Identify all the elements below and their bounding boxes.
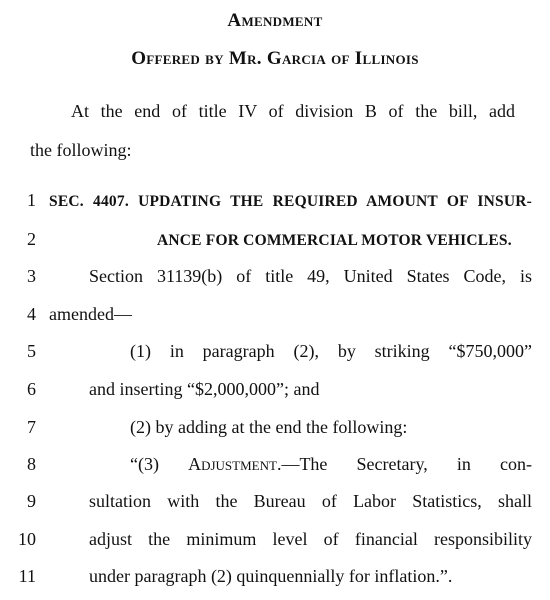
line-number-8: 8 [27,454,36,474]
text-line-8-prefix: “(3) [130,454,189,474]
line-number-1: 1 [27,190,36,210]
adjustment-heading: Adjustment [188,454,277,474]
text-line-8-suffix: .—The Secretary, in con- [276,454,532,474]
text-line-9: sultation with the Bureau of Labor Statistics, shall [89,491,532,511]
text-line-4: amended— [49,304,132,324]
line-number-4: 4 [27,304,36,324]
text-line-7: (2) by adding at the end the following: [130,417,408,437]
amendment-title: Amendment [227,10,323,31]
line-number-6: 6 [27,379,36,399]
section-heading-line-2: ANCE FOR COMMERCIAL MOTOR VEHICLES. [157,232,512,249]
line-number-7: 7 [27,417,36,437]
line-number-10: 10 [18,529,36,549]
text-line-10: adjust the minimum level of financial responsibility [89,529,532,549]
section-heading-line-1: SEC. 4407. UPDATING THE REQUIRED AMOUNT OF INSUR- [49,193,532,210]
line-number-11: 11 [18,566,36,586]
line-number-9: 9 [27,491,36,511]
text-line-5: (1) in paragraph (2), by striking “$750,000” [130,341,532,361]
line-number-3: 3 [27,266,36,286]
intro-line-2: the following: [30,140,132,160]
text-line-6: and inserting “$2,000,000”; and [89,379,320,399]
text-line-8 [130,454,532,475]
text-line-11: under paragraph (2) quinquennially for inflation.”. [89,566,453,586]
amendment-subtitle: Offered by Mr. Garcia of Illinois [131,48,419,69]
line-number-2: 2 [27,229,36,249]
intro-line-1: At the end of title IV of division B of the bill, add [71,101,515,121]
text-line-3: Section 31139(b) of title 49, United States Code, is [89,266,532,286]
line-number-5: 5 [27,341,36,361]
